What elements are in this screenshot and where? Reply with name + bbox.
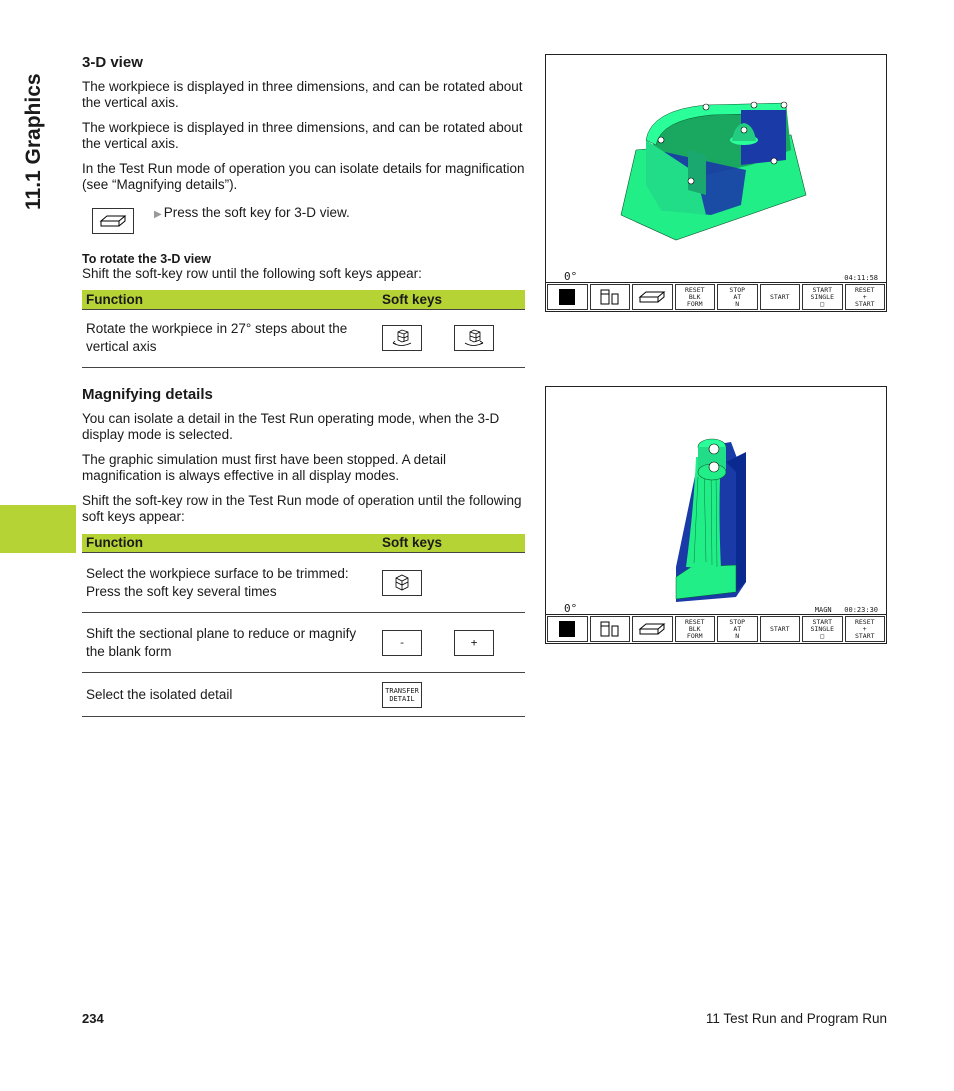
paragraph: The workpiece is displayed in three dimensions, and can be rotated about the vertical axis.: [82, 120, 523, 151]
paragraph: You can isolate a detail in the Test Run operating mode, when the 3-D display mode is selected.: [82, 410, 500, 442]
view-plan-softkey[interactable]: [590, 284, 631, 310]
rotate-left-icon: [389, 328, 415, 348]
3d-view-softkey[interactable]: [632, 616, 673, 642]
angle-readout: 0°: [564, 270, 578, 283]
plan-view-icon: [598, 288, 622, 306]
table-row: Select the isolated detail TRANSFER DETAIL: [82, 673, 525, 717]
paragraph: The graphic simulation must first have been stopped. A detail magnification is always effective in all display modes.: [82, 451, 446, 483]
start-softkey[interactable]: START: [760, 284, 801, 310]
arrow-icon: ▶: [154, 209, 162, 220]
magn-time-readout: MAGN 00:23:30: [814, 606, 878, 614]
table-row: Rotate the workpiece in 27° steps about the vertical axis: [82, 309, 525, 367]
view-plan-softkey[interactable]: [590, 616, 631, 642]
reset-blk-form-softkey[interactable]: RESET BLK FORM: [675, 284, 716, 310]
reset-blk-form-softkey[interactable]: RESET BLK FORM: [675, 616, 716, 642]
chapter-footer: 11 Test Run and Program Run: [705, 1011, 887, 1026]
start-softkey[interactable]: START: [760, 616, 801, 642]
section-heading-3d-view: 3-D view: [82, 54, 143, 71]
col-softkeys: Soft keys: [378, 534, 525, 553]
graphics-viewport: [546, 387, 886, 615]
table-row: Shift the sectional plane to reduce or magnify the blank form - +: [82, 613, 525, 673]
black-square-icon: [559, 621, 575, 637]
3d-block-icon: [99, 214, 127, 228]
3d-view-softkey[interactable]: [92, 208, 134, 234]
instruction-row: ▶ Press the soft key for 3-D view.: [82, 202, 525, 234]
reduce-softkey[interactable]: -: [382, 630, 422, 656]
select-surface-softkey[interactable]: [382, 570, 422, 596]
start-single-softkey[interactable]: START SINGLE □: [802, 616, 843, 642]
table-row: Select the workpiece surface to be trimmed: Press the soft key several times: [82, 553, 525, 613]
paragraph: Shift the soft-key row in the Test Run mode of operation until the following soft keys appear:: [82, 492, 522, 524]
cube-surface-icon: [391, 573, 413, 593]
section-heading-magnifying: Magnifying details: [82, 385, 213, 403]
col-softkeys: Soft keys: [378, 290, 525, 309]
softkey-table-rotate: [82, 290, 525, 368]
paragraph: The workpiece is displayed in three dimensions, and can be rotated about the vertical axis.: [82, 79, 523, 110]
softkey-row: [546, 283, 886, 311]
chapter-tab-marker: [0, 505, 76, 553]
transfer-detail-softkey[interactable]: TRANSFER DETAIL: [382, 682, 422, 708]
rotate-left-softkey[interactable]: [382, 325, 422, 351]
magnify-softkey[interactable]: +: [454, 630, 494, 656]
page-number: 234: [82, 1011, 104, 1026]
stop-at-n-softkey[interactable]: STOP AT N: [717, 616, 758, 642]
softkey-table-magnify: [82, 534, 525, 718]
screen-3d-view: [545, 54, 887, 312]
subheading-rotate: To rotate the 3-D view: [82, 252, 211, 266]
subtext: Shift the soft-key row until the following soft keys appear:: [82, 266, 422, 281]
main-content: [82, 50, 525, 725]
rotate-right-icon: [461, 328, 487, 348]
reset-start-softkey[interactable]: RESET + START: [845, 616, 886, 642]
stop-at-n-softkey[interactable]: STOP AT N: [717, 284, 758, 310]
3d-block-icon: [638, 622, 666, 636]
paragraph: In the Test Run mode of operation you can isolate details for magnification (see “Magnifying details”).: [82, 161, 525, 192]
col-function: Function: [82, 290, 378, 309]
screen-magnified-detail: [545, 386, 887, 644]
start-single-softkey[interactable]: START SINGLE □: [802, 284, 843, 310]
3d-block-icon: [638, 290, 666, 304]
mode-softkey[interactable]: [547, 284, 588, 310]
col-function: Function: [82, 534, 378, 553]
rotate-right-softkey[interactable]: [454, 325, 494, 351]
plan-view-icon: [598, 620, 622, 638]
mode-softkey[interactable]: [547, 616, 588, 642]
reset-start-softkey[interactable]: RESET + START: [845, 284, 886, 310]
workpiece-3d-render: [546, 55, 886, 283]
side-chapter-title: 11.1 Graphics: [22, 73, 45, 210]
black-square-icon: [559, 289, 575, 305]
graphics-viewport: [546, 55, 886, 283]
angle-readout: 0°: [564, 602, 578, 615]
time-readout: 04:11:58: [844, 274, 878, 282]
magnified-detail-render: [546, 387, 886, 615]
3d-view-softkey[interactable]: [632, 284, 673, 310]
softkey-row: [546, 615, 886, 643]
